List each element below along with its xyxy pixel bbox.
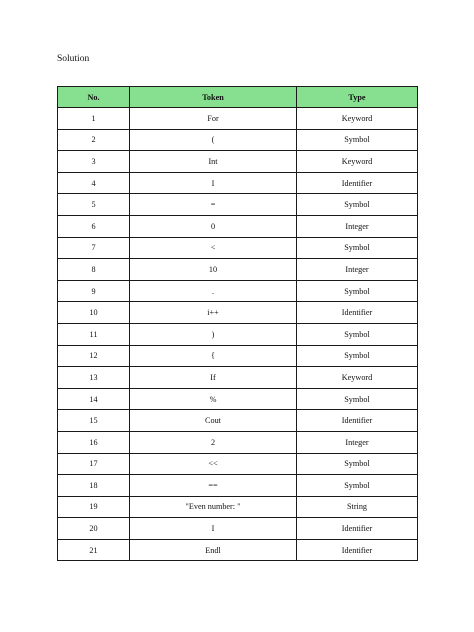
table-row <box>58 367 418 389</box>
cell-no: 6 <box>58 215 130 237</box>
cell-no: 18 <box>58 475 130 497</box>
cell-token: I <box>130 172 297 194</box>
cell-no: 9 <box>58 280 130 302</box>
cell-no: 10 <box>58 302 130 324</box>
cell-no: 20 <box>58 518 130 540</box>
cell-no: 1 <box>58 108 130 130</box>
table-row <box>58 172 418 194</box>
cell-token: Int <box>130 151 297 173</box>
cell-no: 19 <box>58 496 130 518</box>
cell-no: 14 <box>58 388 130 410</box>
cell-type: Symbol <box>297 475 418 497</box>
table-row <box>58 345 418 367</box>
cell-no: 16 <box>58 431 130 453</box>
cell-no: 17 <box>58 453 130 475</box>
cell-type: Keyword <box>297 151 418 173</box>
header-token: Token <box>130 87 297 108</box>
cell-no: 12 <box>58 345 130 367</box>
table-row <box>58 280 418 302</box>
cell-type: Identifier <box>297 539 418 561</box>
cell-type: Symbol <box>297 323 418 345</box>
token-table-header <box>58 87 418 108</box>
cell-type: Identifier <box>297 410 418 432</box>
cell-token: Endl <box>130 539 297 561</box>
cell-token: i++ <box>130 302 297 324</box>
cell-no: 15 <box>58 410 130 432</box>
table-row <box>58 453 418 475</box>
cell-type: Integer <box>297 215 418 237</box>
token-table <box>57 86 418 561</box>
table-row <box>58 237 418 259</box>
cell-no: 8 <box>58 259 130 281</box>
cell-token: 10 <box>130 259 297 281</box>
cell-no: 21 <box>58 539 130 561</box>
table-row <box>58 475 418 497</box>
cell-type: Keyword <box>297 367 418 389</box>
cell-no: 7 <box>58 237 130 259</box>
cell-token: == <box>130 475 297 497</box>
cell-no: 11 <box>58 323 130 345</box>
cell-type: Identifier <box>297 302 418 324</box>
table-row <box>58 108 418 130</box>
table-row <box>58 215 418 237</box>
cell-no: 3 <box>58 151 130 173</box>
table-row <box>58 496 418 518</box>
cell-token: ( <box>130 129 297 151</box>
table-row <box>58 129 418 151</box>
cell-no: 13 <box>58 367 130 389</box>
cell-token: . <box>130 280 297 302</box>
cell-type: Keyword <box>297 108 418 130</box>
cell-type: Identifier <box>297 518 418 540</box>
cell-token: 2 <box>130 431 297 453</box>
cell-token: Cout <box>130 410 297 432</box>
cell-type: Identifier <box>297 172 418 194</box>
cell-token: = <box>130 194 297 216</box>
header-no: No. <box>58 87 130 108</box>
cell-token: << <box>130 453 297 475</box>
header-row <box>58 87 418 108</box>
cell-no: 5 <box>58 194 130 216</box>
table-row <box>58 194 418 216</box>
cell-token: For <box>130 108 297 130</box>
table-row <box>58 410 418 432</box>
document-heading: Solution <box>57 54 90 64</box>
cell-no: 2 <box>58 129 130 151</box>
table-row <box>58 302 418 324</box>
cell-token: 0 <box>130 215 297 237</box>
table-row <box>58 518 418 540</box>
cell-token: { <box>130 345 297 367</box>
cell-type: Symbol <box>297 280 418 302</box>
cell-token: < <box>130 237 297 259</box>
header-type: Type <box>297 87 418 108</box>
table-row <box>58 431 418 453</box>
cell-token: % <box>130 388 297 410</box>
table-row <box>58 388 418 410</box>
cell-type: Symbol <box>297 237 418 259</box>
cell-type: String <box>297 496 418 518</box>
token-table-body <box>58 108 418 561</box>
table-row <box>58 259 418 281</box>
cell-type: Symbol <box>297 194 418 216</box>
cell-token: If <box>130 367 297 389</box>
table-row <box>58 539 418 561</box>
cell-token: "Even number: " <box>130 496 297 518</box>
cell-type: Symbol <box>297 129 418 151</box>
cell-type: Integer <box>297 431 418 453</box>
cell-type: Integer <box>297 259 418 281</box>
cell-type: Symbol <box>297 453 418 475</box>
cell-token: I <box>130 518 297 540</box>
table-row <box>58 323 418 345</box>
cell-no: 4 <box>58 172 130 194</box>
cell-type: Symbol <box>297 345 418 367</box>
cell-token: ) <box>130 323 297 345</box>
table-row <box>58 151 418 173</box>
cell-type: Symbol <box>297 388 418 410</box>
